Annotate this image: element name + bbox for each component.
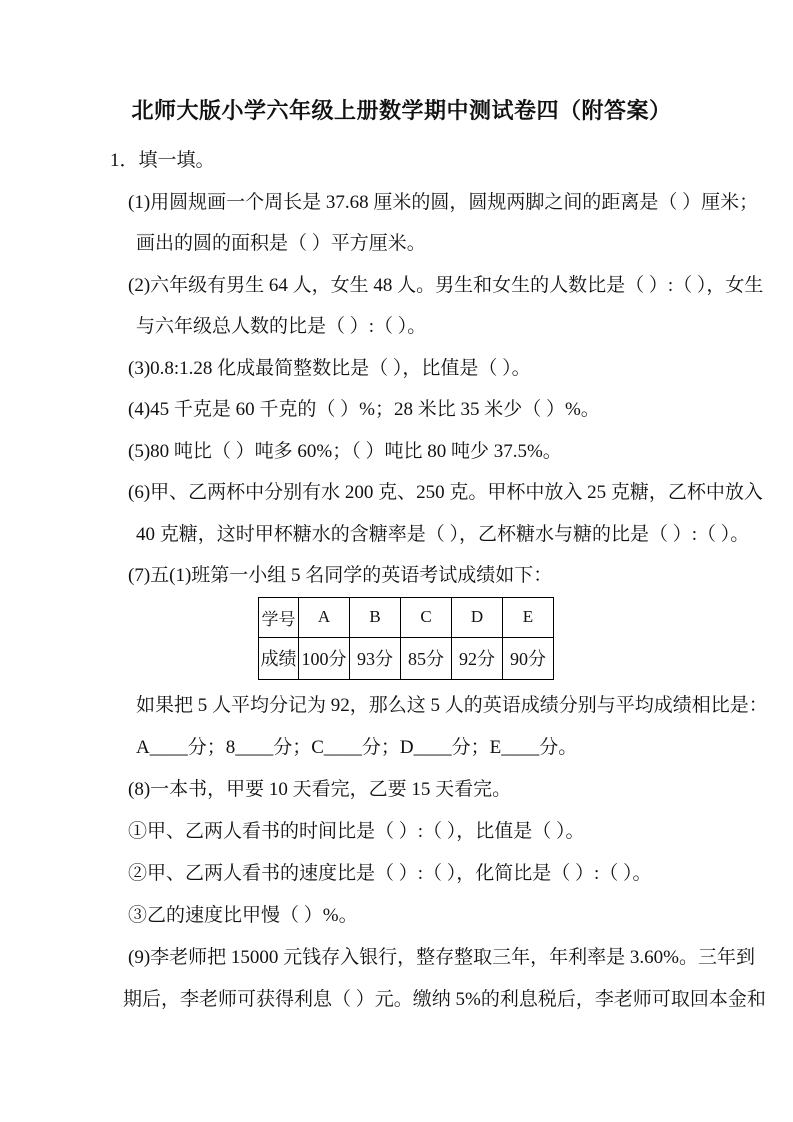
table-cell: 100分 <box>299 637 350 679</box>
table-row-header <box>259 597 554 637</box>
table-cell: A <box>299 597 350 637</box>
question-line-7: (7)五(1)班第一小组 5 名同学的英语考试成绩如下： <box>128 565 553 586</box>
question-line-8-sub3: ③乙的速度比甲慢（ ）%。 <box>128 904 358 926</box>
table-cell: 85分 <box>401 637 452 679</box>
question-line-9a: (9)李老师把 15000 元钱存入银行，整存整取三年，年利率是 3.60%。三年到 <box>128 946 755 968</box>
question-line-7c-blanks: A____分；8____分；C____分；D____分；E____分。 <box>136 736 578 758</box>
question-line-1a: (1)用圆规画一个周长是 37.68 厘米的圆，圆规两脚之间的距离是（ ）厘米； <box>128 191 759 213</box>
question-line-8-sub1: ①甲、乙两人看书的时间比是（ ）:（ ），比值是（ ）。 <box>128 820 585 842</box>
table-cell: 成绩 <box>259 637 299 679</box>
question-line-4: (4)45 千克是 60 千克的（ ）%；28 米比 35 米少（ ）%。 <box>128 399 600 420</box>
table-cell: B <box>350 597 401 637</box>
question-line-2b: 与六年级总人数的比是（ ）:（ ）。 <box>136 316 427 337</box>
table-cell: C <box>401 597 452 637</box>
page-title: 北师大版小学六年级上册数学期中测试卷四（附答案） <box>131 98 672 123</box>
question-line-5: (5)80 吨比（ ）吨多 60%；（ ）吨比 80 吨少 37.5%。 <box>128 440 562 462</box>
question-line-8-sub2: ②甲、乙两人看书的速度比是（ ）:（ ），化简比是（ ）:（ ）。 <box>128 862 652 884</box>
table-cell: 92分 <box>452 637 503 679</box>
table-cell: 93分 <box>350 637 401 679</box>
section-heading: 1．填一填。 <box>110 150 215 171</box>
question-line-6b: 40 克糖，这时甲杯糖水的含糖率是（ ），乙杯糖水与糖的比是（ ）:（ ）。 <box>136 523 750 545</box>
table-cell: 学号 <box>259 597 299 637</box>
question-line-7b: 如果把 5 人平均分记为 92，那么这 5 人的英语成绩分别与平均成绩相比是： <box>136 694 768 716</box>
table-cell: E <box>503 597 554 637</box>
question-line-3: (3)0.8:1.28 化成最简整数比是（ ），比值是（ ）。 <box>128 357 531 379</box>
question-line-6a: (6)甲、乙两杯中分别有水 200 克、250 克。甲杯中放入 25 克糖，乙杯中放入 <box>128 482 763 503</box>
table-row-scores <box>259 637 554 679</box>
question-line-9b: 期后，李老师可获得利息（ ）元。缴纳 5%的利息税后，李老师可取回本金和 <box>123 988 766 1010</box>
question-line-8: (8)一本书，甲要 10 天看完，乙要 15 天看完。 <box>128 778 512 800</box>
question-line-2a: (2)六年级有男生 64 人，女生 48 人。男生和女生的人数比是（ ）:（ ），女生 <box>128 274 764 296</box>
table-cell: D <box>452 597 503 637</box>
scores-table <box>258 597 554 680</box>
table-cell: 90分 <box>503 637 554 679</box>
question-line-1b: 画出的圆的面积是（ ）平方厘米。 <box>136 233 426 254</box>
